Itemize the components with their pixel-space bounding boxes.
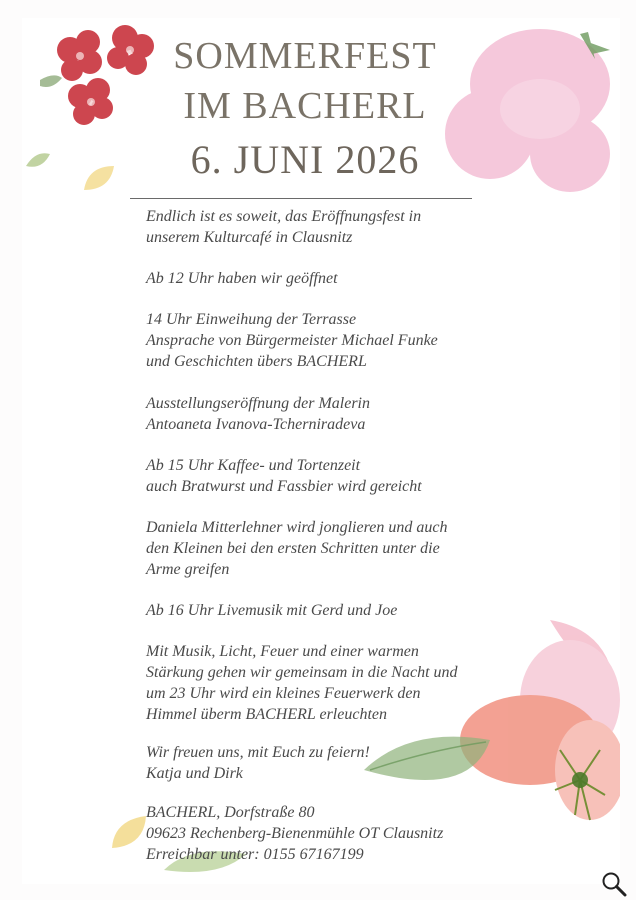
text-line: Himmel überm BACHERL erleuchten (146, 706, 387, 723)
opening-time (146, 268, 546, 289)
exhibition-opening (146, 393, 546, 435)
magnifier-icon[interactable] (600, 870, 628, 898)
text-line: Katja und Dirk (146, 765, 243, 782)
text-line: auch Bratwurst und Fassbier wird gereicht (146, 478, 422, 495)
divider (130, 198, 472, 199)
text-line: Antoaneta Ivanova-Tcherniradeva (146, 416, 366, 433)
intro-paragraph (146, 206, 546, 248)
text-line: Ansprache von Bürgermeister Michael Funke (146, 332, 438, 349)
text-line: den Kleinen bei den ersten Schritten unter die (146, 540, 440, 557)
text-line: Wir freuen uns, mit Euch zu feiern! (146, 744, 370, 761)
flyer-body (146, 206, 546, 885)
event-date: 6. JUNI 2026 (190, 137, 420, 182)
text-line: Endlich ist es soweit, das Eröffnungsfest in (146, 208, 422, 225)
address (146, 802, 546, 865)
text-line: um 23 Uhr wird ein kleines Feuerwerk den (146, 685, 421, 702)
text-line: Ab 15 Uhr Kaffee- und Tortenzeit (146, 457, 361, 474)
text-line: Erreichbar unter: 0155 67167199 (146, 846, 364, 863)
title-line-1: SOMMERFEST (173, 35, 437, 77)
terrace-opening (146, 309, 546, 372)
text-line: Daniela Mitterlehner wird jonglieren und auch (146, 519, 448, 536)
juggling (146, 517, 546, 580)
text-line: Ab 12 Uhr haben wir geöffnet (146, 270, 338, 287)
text-line: 14 Uhr Einweihung der Terrasse (146, 311, 357, 328)
text-line: BACHERL, Dorfstraße 80 (146, 804, 315, 821)
live-music (146, 600, 546, 621)
text-line: Arme greifen (146, 561, 230, 578)
text-line: Ausstellungseröffnung der Malerin (146, 395, 370, 412)
coffee-time (146, 455, 546, 497)
text-line: Mit Musik, Licht, Feuer und einer warmen (146, 643, 419, 660)
text-line: und Geschichten übers BACHERL (146, 353, 367, 370)
text-line: unserem Kulturcafé in Clausnitz (146, 229, 353, 246)
text-line: 09623 Rechenberg-Bienenmühle OT Clausnitz (146, 825, 444, 842)
night-program (146, 641, 546, 725)
title-line-2: IM BACHERL (183, 85, 427, 127)
greeting (146, 742, 546, 784)
text-line: Ab 16 Uhr Livemusik mit Gerd und Joe (146, 602, 398, 619)
text-line: Stärkung gehen wir gemeinsam in die Nacht und (146, 664, 458, 681)
